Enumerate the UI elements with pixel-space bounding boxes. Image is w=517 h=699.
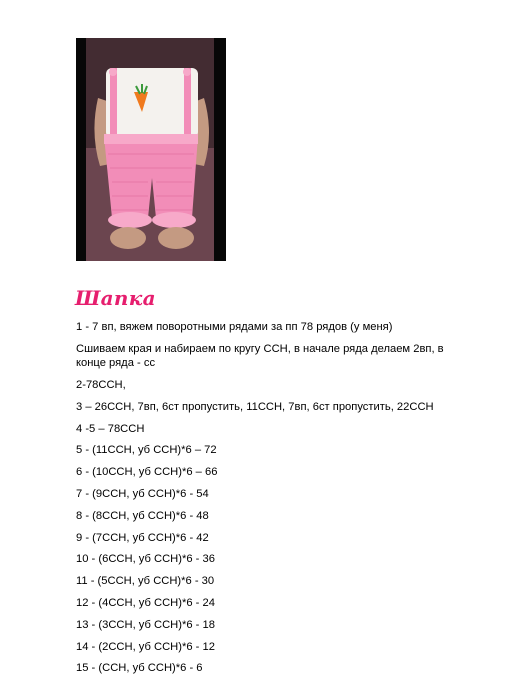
instruction-line: 11 - (5ССН, уб ССН)*6 - 30 <box>76 575 215 588</box>
instruction-line: 9 - (7ССН, уб ССН)*6 - 42 <box>76 531 209 544</box>
instruction-line: 13 - (3ССН, уб ССН)*6 - 18 <box>76 618 215 631</box>
instruction-line: 5 - (11ССН, уб ССН)*6 – 72 <box>76 444 217 457</box>
instruction-line: 4 -5 – 78ССН <box>76 422 145 435</box>
section-heading: Шапка <box>75 286 156 310</box>
instruction-line: 12 - (4ССН, уб ССН)*6 - 24 <box>76 597 215 610</box>
instruction-line: 6 - (10ССН, уб ССН)*6 – 66 <box>76 466 218 479</box>
doll-photo <box>76 38 226 261</box>
instruction-line: 10 - (6ССН, уб ССН)*6 - 36 <box>76 553 215 566</box>
instruction-line: Сшиваем края и набираем по кругу ССН, в начале ряда делаем 2вп, в конце ряда - сс <box>76 342 444 370</box>
instruction-line: 1 - 7 вп, вяжем поворотными рядами за пп 78 рядов (у меня) <box>76 321 393 333</box>
instruction-line: 3 – 26ССН, 7вп, 6ст пропустить, 11ССН, 7вп, 6ст пропустить, 22ССН <box>76 400 434 413</box>
instruction-line: 8 - (8ССН, уб ССН)*6 - 48 <box>76 509 209 522</box>
instruction-line: 7 - (9ССН, уб ССН)*6 - 54 <box>76 488 209 501</box>
pattern-instructions <box>76 320 496 683</box>
instruction-line: 14 - (2ССН, уб ССН)*6 - 12 <box>76 640 215 653</box>
instruction-line: 2-78ССН, <box>76 379 126 392</box>
instruction-line: 15 - (ССН, уб ССН)*6 - 6 <box>76 662 203 675</box>
